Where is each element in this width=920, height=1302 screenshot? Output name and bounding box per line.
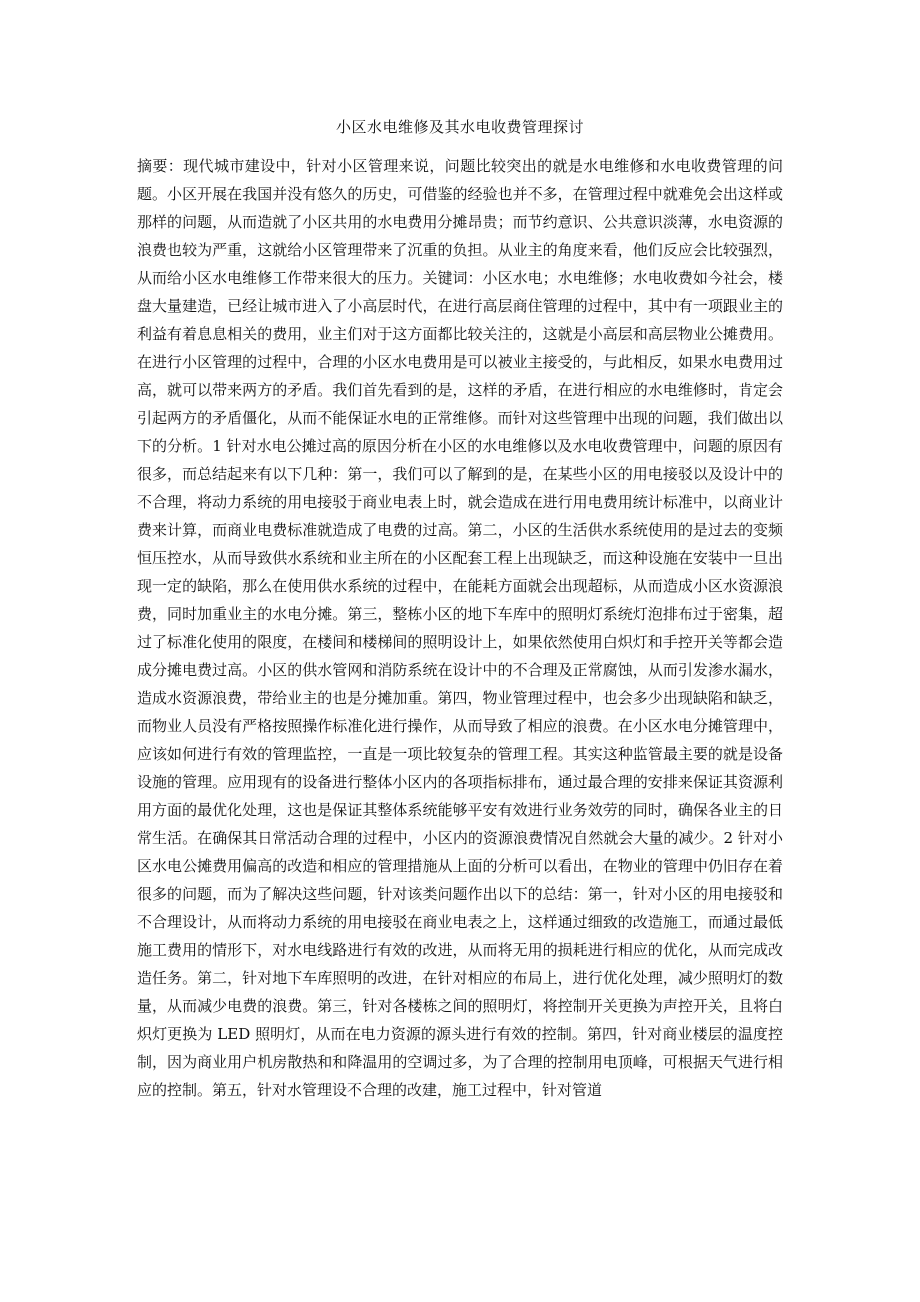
document-body-text: 摘要：现代城市建设中，针对小区管理来说，问题比较突出的就是水电维修和水电收费管理的问题。小区开展在我国并没有悠久的历史，可借鉴的经验也并不多，在管理过程中就难免会出这样或那样的问题，从而造就了小区共用的水电费用分摊昂贵；而节约意识、公共意识淡薄，水电资源的浪费也较为严重，这就给小区管理带来了沉重的负担。从业主的角度来看，他们反应会比较强烈，从而给小区水电维修工作带来很大的压力。关键词：小区水电；水电维修；水电收费如今社会，楼盘大量建造，已经让城市进入了小高层时代，在进行高层商住管理的过程中，其中有一项跟业主的利益有着息息相关的费用，业主们对于这方面都比较关注的，这就是小高层和高层物业公摊费用。在进行小区管理的过程中，合理的小区水电费用是可以被业主接受的，与此相反，如果水电费用过高，就可以带来两方的矛盾。我们首先看到的是，这样的矛盾，在进行相应的水电维修时，肯定会引起两方的矛盾僵化，从而不能保证水电的正常维修。而针对这些管理中出现的问题，我们做出以下的分析。1 针对水电公摊过高的原因分析在小区的水电维修以及水电收费管理中，问题的原因有很多，而总结起来有以下几种：第一，我们可以了解到的是，在某些小区的用电接驳以及设计中的不合理，将动力系统的用电接驳于商业电表上时，就会造成在进行用电费用统计标准中，以商业计费来计算，而商业电费标准就造成了电费的过高。第二，小区的生活供水系统使用的是过去的变频恒压控水，从而导致供水系统和业主所在的小区配套工程上出现缺乏，而这种设施在安装中一旦出现一定的缺陷，那么在使用供水系统的过程中，在能耗方面就会出现超标，从而造成小区水资源浪费，同时加重业主的水电分摊。第三，整栋小区的地下车库中的照明灯系统灯泡排布过于密集，超过了标准化使用的限度，在楼间和楼梯间的照明设计上，如果依然使用白炽灯和手控开关等都会造成分摊电费过高。小区的供水管网和消防系统在设计中的不合理及正常腐蚀，从而引发渗水漏水，造成水资源浪费，带给业主的也是分摊加重。第四，物业管理过程中，也会多少出现缺陷和缺乏，而物业人员没有严格按照操作标准化进行操作，从而导致了相应的浪费。在小区水电分摊管理中，应该如何进行有效的管理监控，一直是一项比较复杂的管理工程。其实这种监管最主要的就是设备设施的管理。应用现有的设备进行整体小区内的各项指标排布，通过最合理的安排来保证其资源利用方面的最优化处理，这也是保证其整体系统能够平安有效进行业务效劳的同时，确保各业主的日常生活。在确保其日常活动合理的过程中，小区内的资源浪费情况自然就会大量的减少。2 针对小区水电公摊费用偏高的改造和相应的管理措施从上面的分析可以看出，在物业的管理中仍旧存在着很多的问题，而为了解决这些问题，针对该类问题作出以下的总结：第一，针对小区的用电接驳和不合理设计，从而将动力系统的用电接驳在商业电表之上，这样通过细致的改造施工，而通过最低施工费用的情形下，对水电线路进行有效的改进，从而将无用的损耗进行相应的优化，从而完成改造任务。第二，针对地下车库照明的改进，在针对相应的布局上，进行优化处理，减少照明灯的数量，从而减少电费的浪费。第三，针对各楼栋之间的照明灯，将控制开关更换为声控开关，且将白炽灯更换为 LED 照明灯，从而在电力资源的源头进行有效的控制。第四，针对商业楼层的温度控制，因为商业用户机房散热和和降温用的空调过多，为了合理的控制用电顶峰，可根据天气进行相应的控制。第五，针对水管理设不合理的改建，施工过程中，针对管道 (137, 157, 783, 1099)
document-title: 小区水电维修及其水电收费管理探讨 (335, 118, 584, 136)
